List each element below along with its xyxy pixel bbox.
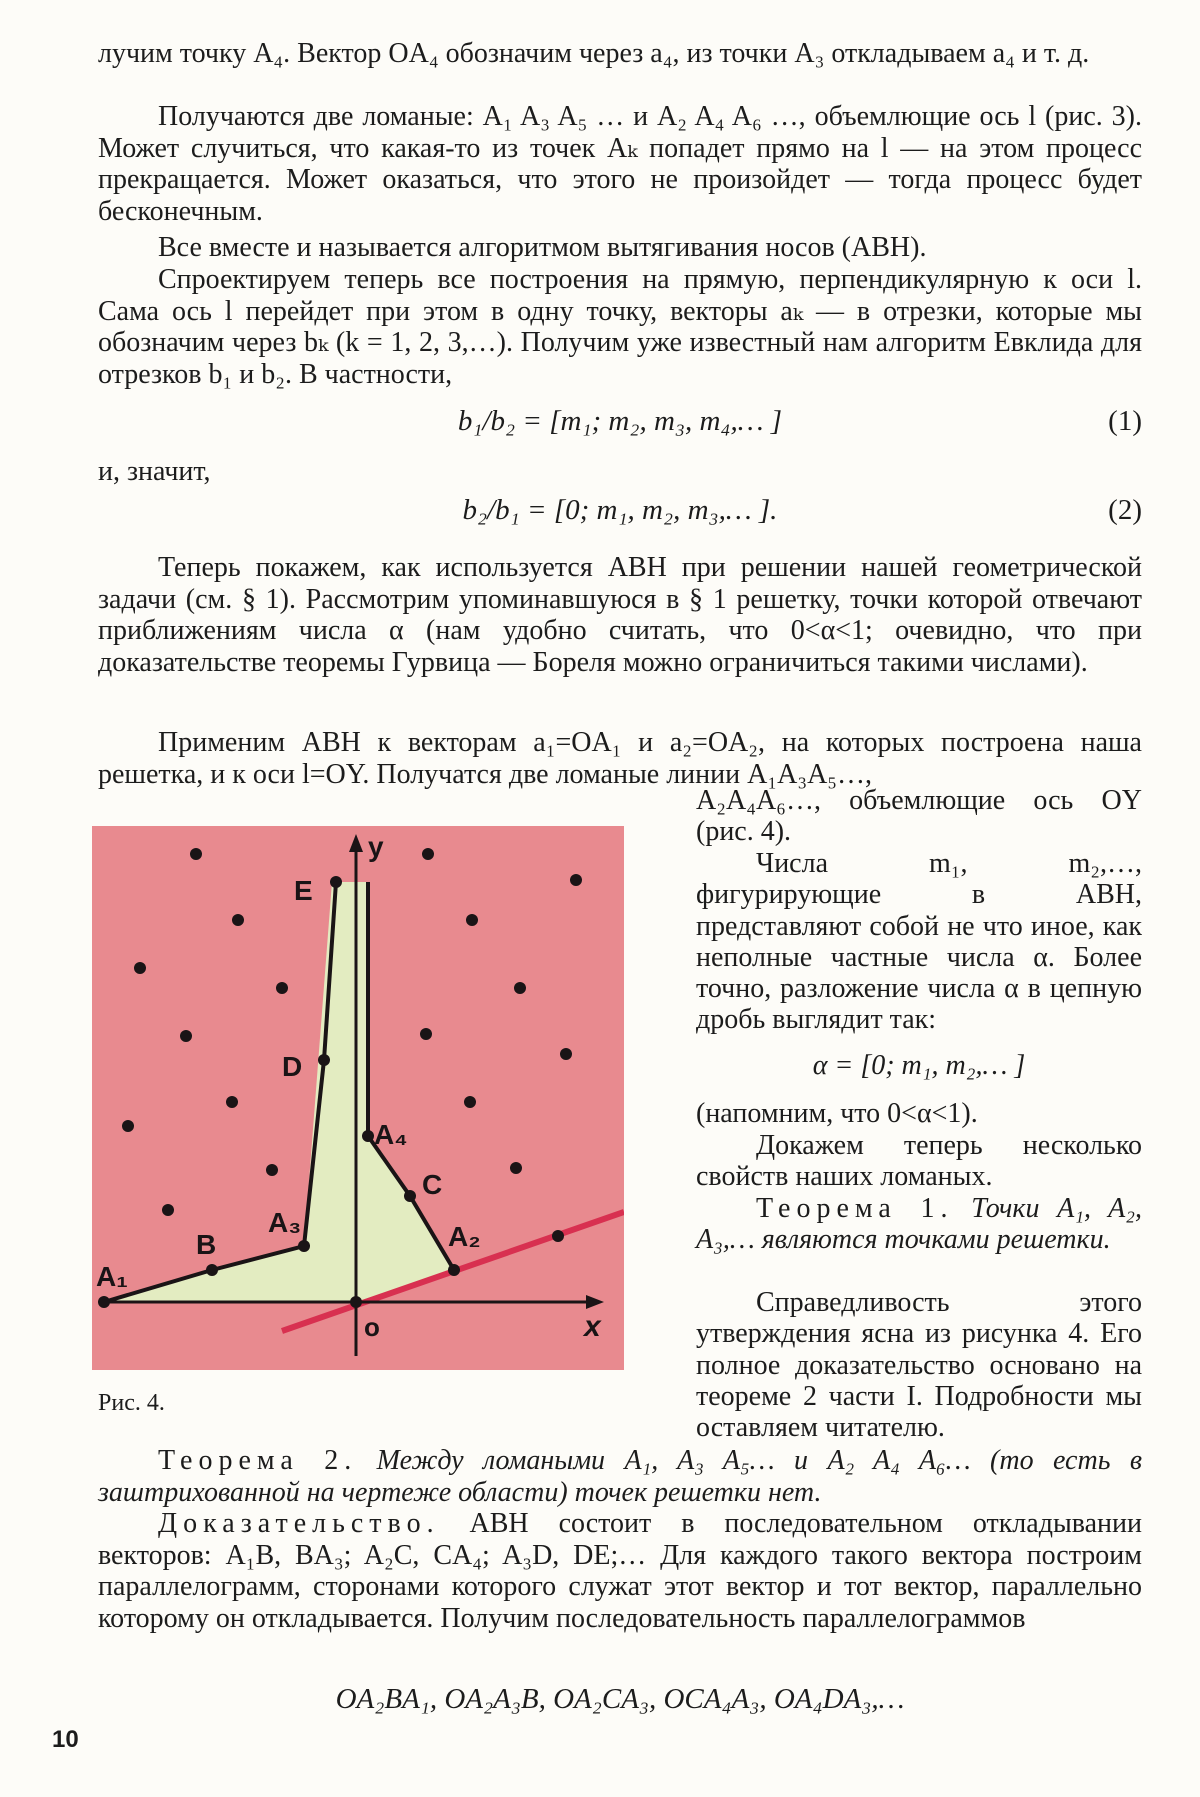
column-paragraph-5: Справедливость этого утверждения ясна из рисунка 4. Его полное доказательство основано на теореме 2 части I. Подробности мы оставляем читателю. [696, 1287, 1142, 1444]
theorem-1 [696, 1193, 1142, 1256]
label-A4: A₄ [374, 1119, 408, 1150]
label-o: o [364, 1312, 380, 1342]
column-paragraph-2: Числа m₁, m₂,…, фигурирующие в АВН, представляют собой не что иное, как неполные частные числа α. Более точно, разложение числа α в цепную дробь выглядит так: [696, 848, 1142, 1036]
equation-1 [98, 405, 1142, 439]
column-paragraph-1: A₂A₄A₆…, объемлющие ось OY (рис. 4). [696, 785, 1142, 848]
paragraph-5: и, значит, [98, 456, 211, 487]
theorem-2-body: Между ломаными A₁, A₃ A₅… и A₂ A₄ A₆… (то есть в заштрихованной на чертеже области) точек решетки нет. [98, 1445, 1142, 1508]
equation-2-expression: b₂/b₁ = [0; m₁, m₂, m₃,… ]. [462, 494, 778, 526]
proof-body: АВН состоит в последовательном откладывании векторов: A₁B, BA₃; A₂C, CA₄; A₃D, DE;… Для каждого такого вектора построим параллелограмм, сторонами которого служат этот вектор и тот вектор, параллельно которому он откладывается. Получим последовательность параллелограммов [98, 1508, 1142, 1634]
proof-heading: Доказательство. [158, 1508, 440, 1539]
paragraph-4: Спроектируем теперь все построения на прямую, перпендикулярную к оси l. Сама ось l перейдет при этом в одну точку, векторы aₖ — в отрезки, которые мы обозначим через bₖ (k = 1, 2, 3,…). Получим уже известный нам алгоритм Евклида для отрезков b₁ и b₂. В частности, [98, 264, 1142, 390]
label-A2: A₂ [448, 1221, 481, 1252]
label-A1: A₁ [96, 1261, 128, 1292]
theorem-2 [98, 1445, 1142, 1508]
paragraph-7: Применим АВН к векторам a₁=OA₁ и a₂=OA₂, на которых построена наша решетка, и к оси l=OY. Получатся две ломаные линии A₁A₃A₅…, [98, 727, 1142, 790]
paragraph-1: лучим точку A₄. Вектор OA₄ обозначим через a₄, из точки A₃ откладываем a₄ и т. д. [98, 38, 1090, 69]
final-equation [98, 1683, 1142, 1717]
column-equation: α = [0; m₁, m₂,… ] [812, 1050, 1026, 1081]
figure-4 [92, 826, 624, 1370]
page-number: 10 [52, 1726, 79, 1753]
column-paragraph-3: (напомним, что 0<α<1). [696, 1098, 978, 1129]
proof [98, 1508, 1142, 1634]
equation-1-number: (1) [1108, 405, 1142, 437]
label-D: D [282, 1051, 303, 1082]
paragraph-2: Получаются две ломаные: A₁ A₃ A₅ … и A₂ A₄ A₆ …, объемлющие ось l (рис. 3). Может случиться, что какая-то из точек Aₖ попадет прямо на l — на этом процесс прекращается. Может оказаться, что этого не произойдет — тогда процесс будет бесконечным. [98, 101, 1142, 227]
label-A3: A₃ [268, 1207, 302, 1238]
label-E: E [294, 875, 313, 906]
column-paragraph-4: Докажем теперь несколько свойств наших ломаных. [696, 1130, 1142, 1193]
equation-2 [98, 494, 1142, 528]
final-equation-expression: OA₂BA₁, OA₂A₃B, OA₂CA₃, OCA₄A₃, OA₄DA₃,… [335, 1683, 905, 1715]
paragraph-6: Теперь покажем, как используется АВН при решении нашей геометрической задачи (см. § 1). Рассмотрим упоминавшуюся в § 1 решетку, точки которой отвечают приближениям числа α (нам удобно считать, что 0<α<1; очевидно, что при доказательстве теоремы Гурвица — Бореля можно ограничиться такими числами). [98, 552, 1142, 678]
equation-2-number: (2) [1108, 494, 1142, 526]
theorem-2-heading: Теорема 2. [158, 1445, 358, 1476]
figure-caption: Рис. 4. [98, 1390, 165, 1416]
paragraph-3: Все вместе и называется алгоритмом вытягивания носов (АВН). [158, 232, 927, 263]
theorem-1-heading: Теорема 1. [756, 1193, 954, 1224]
label-x: x [584, 1310, 601, 1343]
label-y: y [368, 831, 384, 862]
label-B: B [196, 1229, 217, 1260]
theorem-1-body: Точки A₁, A₂, A₃,… являются точками решетки. [696, 1193, 1142, 1256]
label-C: C [422, 1169, 443, 1200]
equation-1-expression: b₁/b₂ = [m₁; m₂, m₃, m₄,… ] [457, 405, 783, 437]
